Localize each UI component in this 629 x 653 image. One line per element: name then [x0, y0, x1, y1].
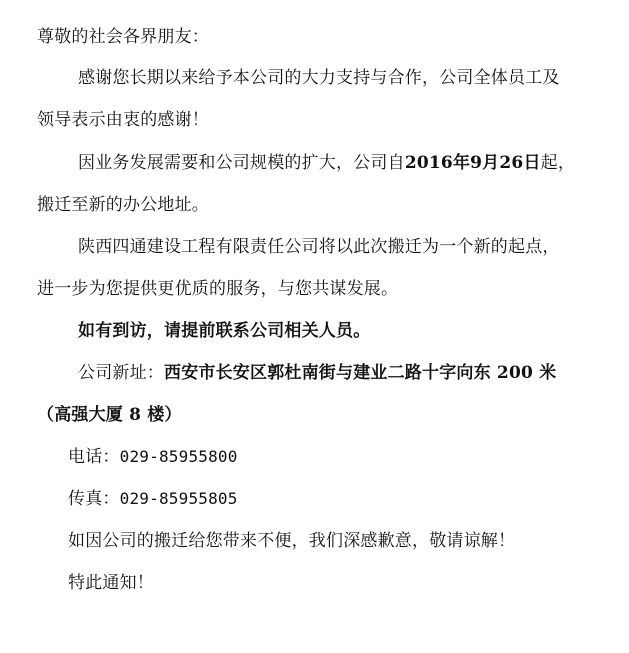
relocation-date-month: 9 — [470, 153, 483, 173]
address-line-1 — [78, 362, 556, 384]
salutation: 尊敬的社会各界朋友： — [37, 27, 209, 47]
phone-label: 电话： — [68, 447, 120, 467]
relocation-date-day-unit: 日 — [523, 153, 541, 173]
fax-line — [68, 488, 238, 510]
thanks-paragraph-line-2: 领导表示由衷的感谢！ — [37, 110, 209, 130]
relocation-date-month-unit: 月 — [482, 153, 500, 173]
relocation-paragraph-line-2: 搬迁至新的办公地址。 — [37, 195, 209, 215]
relocation-lead-text: 因业务发展需要和公司规模的扩大，公司自 — [78, 153, 405, 173]
relocation-date-day: 26 — [499, 153, 524, 173]
fax-number: 029-85955805 — [119, 489, 238, 508]
address-label: 公司新址： — [78, 363, 164, 383]
relocation-tail-text: 起， — [540, 153, 576, 173]
relocation-paragraph-line-1 — [78, 152, 575, 174]
apology-line: 如因公司的搬迁给您带来不便，我们深感歉意，敬请谅解！ — [68, 531, 516, 551]
relocation-date-year: 2016 — [404, 153, 453, 173]
company-paragraph-line-1: 陕西四通建设工程有限责任公司将以此次搬迁为一个新的起点， — [78, 237, 560, 257]
visit-notice: 如有到访，请提前联系公司相关人员。 — [78, 321, 371, 341]
phone-number: 029-85955800 — [119, 447, 238, 466]
address-line-2: （高强大厦 8 楼） — [37, 405, 182, 425]
thanks-paragraph-line-1: 感谢您长期以来给予本公司的大力支持与合作，公司全体员工及 — [78, 68, 560, 88]
company-paragraph-line-2: 进一步为您提供更优质的服务，与您共谋发展。 — [37, 279, 399, 299]
address-value: 西安市长安区郭杜南街与建业二路十字向东 200 米 — [164, 363, 557, 383]
closing-line: 特此通知！ — [68, 573, 154, 593]
fax-label: 传真： — [68, 489, 120, 509]
relocation-date-year-unit: 年 — [452, 153, 471, 173]
phone-line — [68, 446, 238, 468]
